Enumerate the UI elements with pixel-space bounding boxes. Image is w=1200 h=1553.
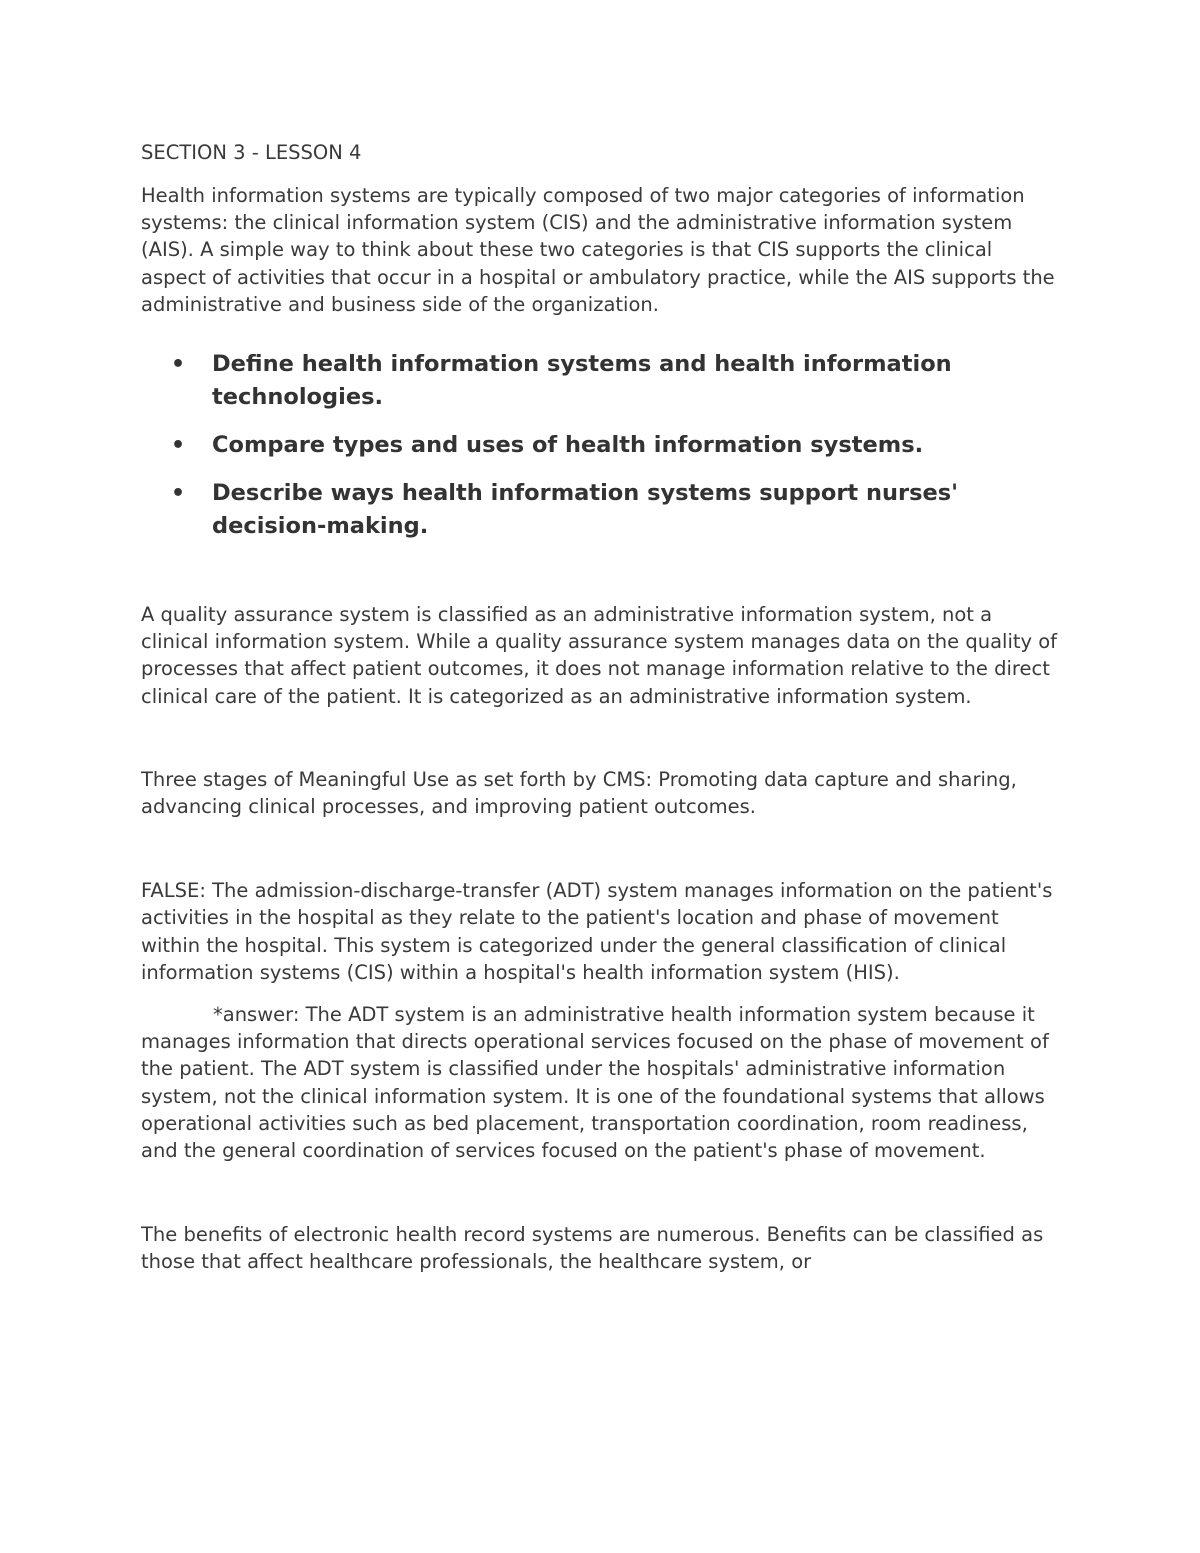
- objective-item: [141, 429, 1061, 462]
- adt-answer-paragraph: *answer: The ADT system is an administrative health information system because it manages information that directs operational services focused on the phase of movement of the patient. The ADT system is classified under the hospitals' administrative information system, not the clinical information system. It is one of the foundational systems that allows operational activities such as bed placement, transportation coordination, room readiness, and the general coordination of services focused on the patient's phase of movement.: [141, 1003, 1049, 1163]
- objective-item: [141, 477, 1061, 543]
- section-heading: SECTION 3 - LESSON 4: [141, 141, 362, 164]
- quality-assurance-paragraph: A quality assurance system is classified as an administrative information system, not a clinical information system. While a quality assurance system manages data on the quality of processes that affect patient outcomes, it does not manage information relative to the direct clinical care of the patient. It is categorized as an administrative information system.: [141, 603, 1058, 708]
- document-page: [141, 139, 1061, 1276]
- bullet-icon: •: [171, 352, 186, 378]
- meaningful-use-paragraph: Three stages of Meaningful Use as set forth by CMS: Promoting data capture and sharing, advancing clinical processes, and improving patient outcomes.: [141, 767, 1017, 819]
- bullet-icon: •: [171, 481, 186, 507]
- bullet-icon: •: [171, 433, 186, 459]
- ehr-benefits-paragraph: The benefits of electronic health record systems are numerous. Benefits can be classified as those that affect healthcare professionals, the healthcare system, or: [141, 1223, 1044, 1274]
- learning-objectives-list: [141, 348, 1061, 543]
- intro-paragraph: Health information systems are typically composed of two major categories of information systems: the clinical information system (CIS) and the administrative information system (AIS). A simple way to think about these two categories is that CIS supports the clinical aspect of activities that occur in a hospital or ambulatory practice, while the AIS supports the administrative and business side of the organization.: [141, 184, 1055, 316]
- objective-text: Describe ways health information systems support nurses' decision-making.: [212, 480, 959, 540]
- objective-text: Compare types and uses of health information systems.: [212, 432, 924, 459]
- adt-false-paragraph: FALSE: The admission-discharge-transfer (ADT) system manages information on the patient's activities in the hospital as they relate to the patient's location and phase of movement within the hospital. This system is categorized under the general classification of clinical information systems (CIS) within a hospital's health information system (HIS).: [141, 879, 1053, 984]
- objective-item: [141, 348, 1061, 414]
- objective-text: Define health information systems and health information technologies.: [212, 351, 952, 411]
